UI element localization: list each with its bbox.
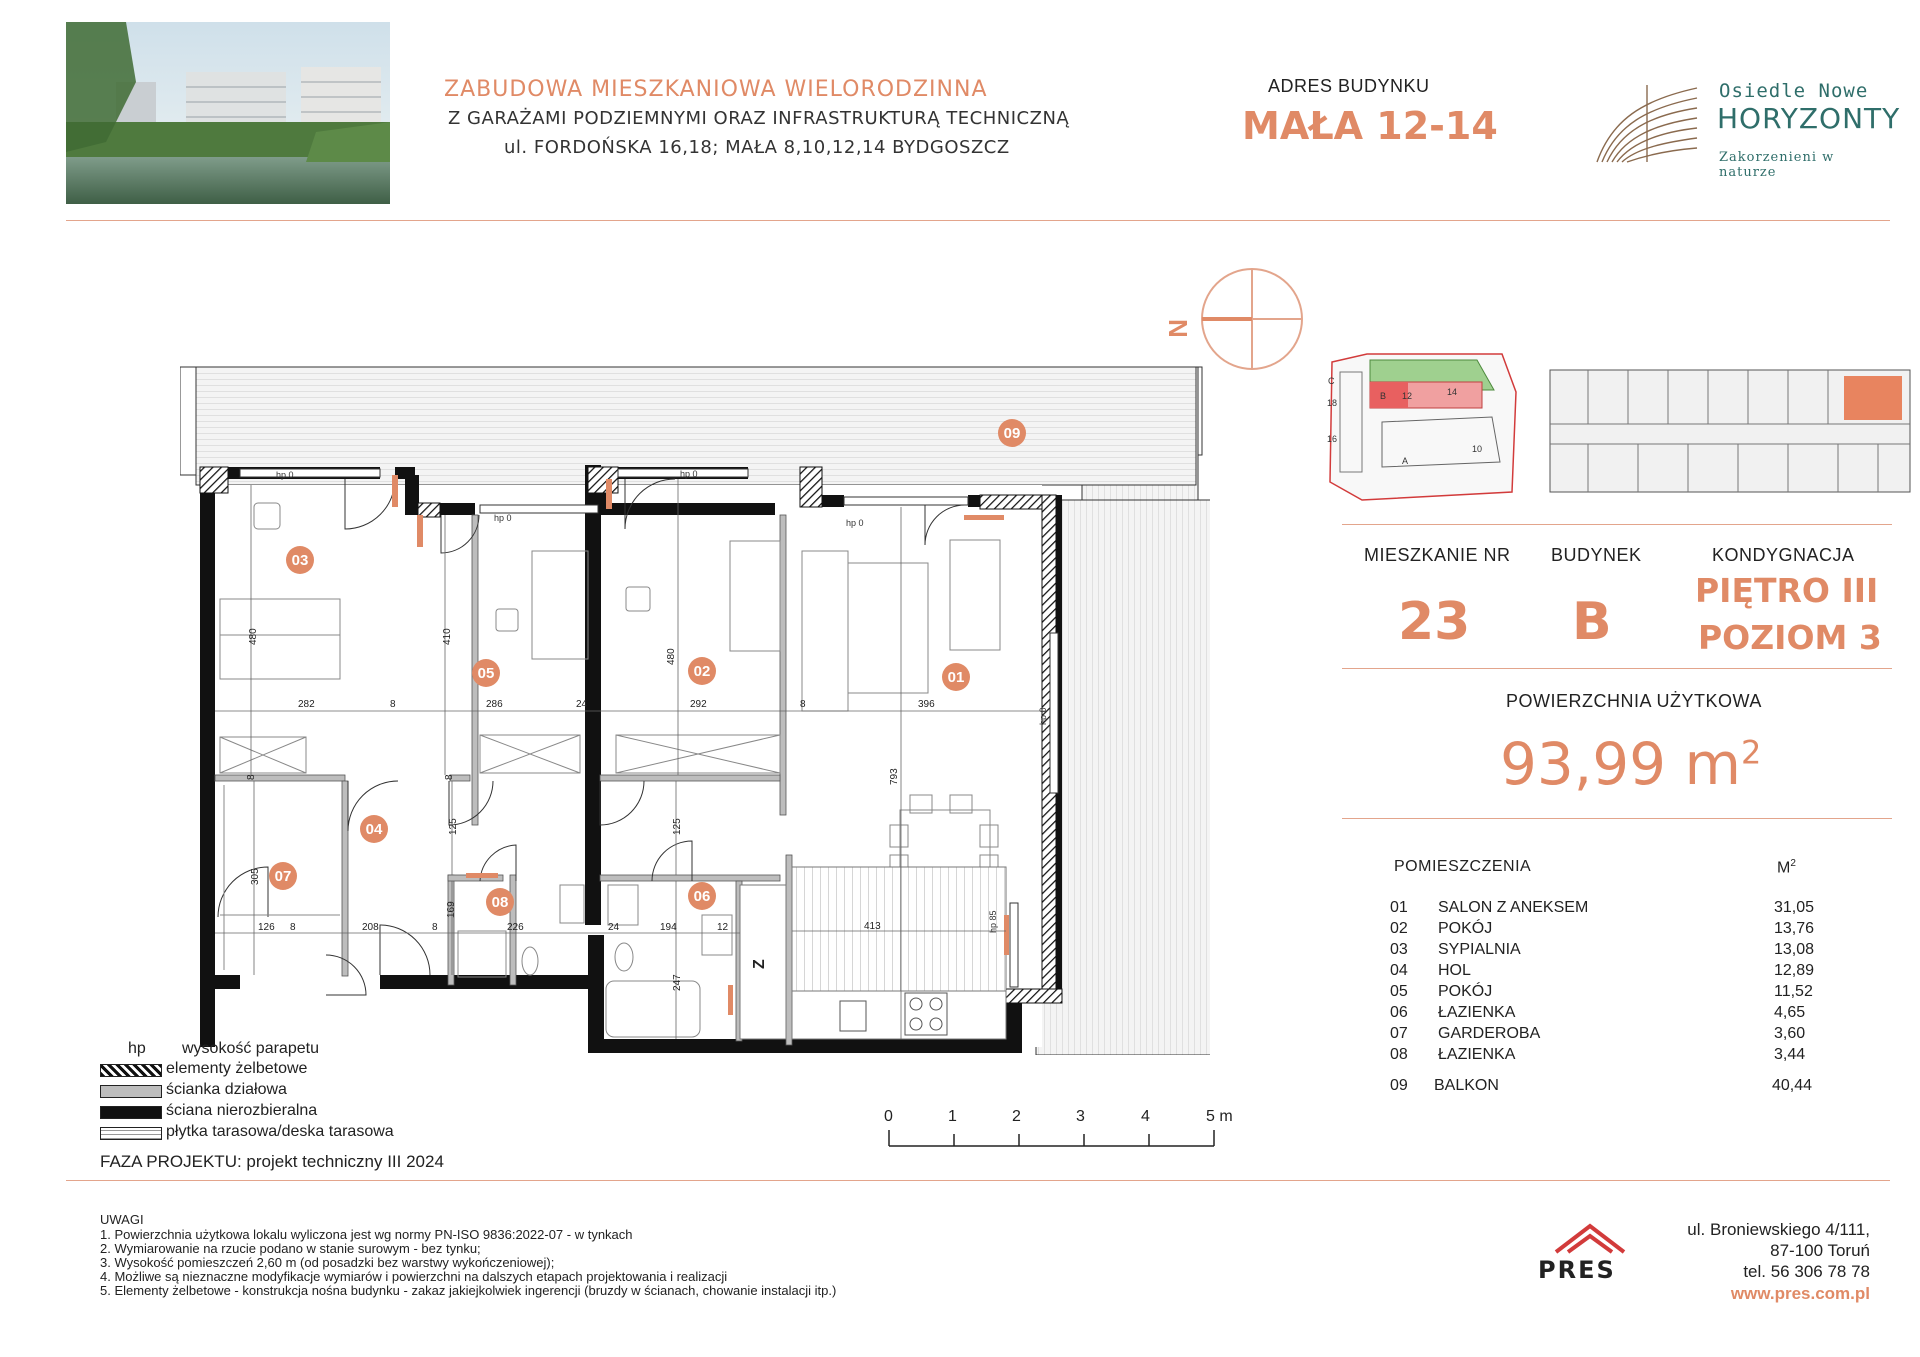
parapet-mark: hp 0: [276, 470, 294, 480]
parapet-mark: hp 0: [680, 469, 698, 479]
badge-06: 06: [693, 888, 711, 905]
room-area: 4,65: [1774, 1004, 1806, 1021]
site-label-c: C: [1328, 376, 1335, 386]
project-phase: FAZA PROJEKTU: projekt techniczny III 2024: [100, 1152, 444, 1171]
rooms-unit: M: [1777, 859, 1791, 877]
legend-swatch-deck: [100, 1127, 162, 1140]
dim-282: 282: [298, 699, 315, 710]
rooms-unit-sup: 2: [1790, 858, 1796, 869]
room-row: [1390, 1004, 1820, 1025]
room-row: [1390, 1046, 1820, 1067]
dim-126: 126: [258, 922, 275, 933]
floor-value: PIĘTRO III: [1695, 571, 1879, 610]
area-number: 93,99 m: [1500, 730, 1741, 798]
legend-hp-key: hp: [128, 1040, 146, 1057]
room-row: [1390, 1025, 1820, 1046]
badge-09: 09: [1003, 425, 1021, 442]
dim-8d: 8: [432, 922, 438, 933]
parapet-mark: hp 0: [846, 518, 864, 528]
dim-413: 413: [864, 921, 881, 932]
note-item: 2. Wymiarowanie na rzucie podano w stanie surowym - bez tynku;: [100, 1241, 481, 1256]
badge-07: 07: [274, 868, 292, 885]
dim-226: 226: [507, 922, 524, 933]
legend-swatch-hatch: [100, 1064, 162, 1077]
project-street: ul. FORDOŃSKA 16,18; MAŁA 8,10,12,14 BYDGOSZCZ: [504, 137, 1010, 158]
rooms-header: POMIESZCZENIA: [1394, 858, 1532, 875]
dim-410: 410: [442, 628, 453, 645]
legend-hp-desc: wysokość parapetu: [182, 1040, 319, 1057]
badge-02: 02: [693, 663, 711, 680]
summary-rule-top: [1342, 524, 1892, 525]
address-label: ADRES BUDYNKU: [1268, 76, 1430, 96]
legend-label: ścianka działowa: [166, 1081, 287, 1098]
apartment-number-label: MIESZKANIE NR: [1364, 545, 1511, 565]
dim-8b: 8: [800, 699, 806, 710]
room-row: [1390, 941, 1820, 962]
room-no: 01: [1390, 899, 1408, 916]
scale-tick-label: 2: [1012, 1108, 1021, 1125]
room-no: 08: [1390, 1046, 1408, 1063]
dim-8a: 8: [390, 699, 396, 710]
notes-title: UWAGI: [100, 1212, 144, 1227]
room-name: ŁAZIENKA: [1438, 1004, 1516, 1021]
badge-08: 08: [491, 894, 509, 911]
scale-tick-label: 4: [1141, 1108, 1150, 1125]
room-no: 03: [1390, 941, 1408, 958]
dim-480b: 480: [666, 648, 677, 665]
dim-125b: 125: [672, 818, 683, 835]
dim-286: 286: [486, 699, 503, 710]
badge-03: 03: [291, 552, 309, 569]
scale-tick-label: 5 m: [1206, 1108, 1233, 1125]
site-label-a: A: [1402, 456, 1409, 466]
company-logo: [1534, 1222, 1646, 1288]
room-row: [1390, 899, 1820, 920]
logo-mark-icon: [1592, 80, 1702, 165]
room-area: 31,05: [1774, 899, 1815, 916]
room-name: POKÓJ: [1438, 920, 1493, 937]
parapet-mark: hp 0: [1038, 707, 1048, 725]
room-name: POKÓJ: [1438, 983, 1493, 1000]
site-plan-map: [1322, 352, 1518, 504]
level-value: POZIOM 3: [1698, 618, 1882, 657]
scale-tick-label: 1: [948, 1108, 957, 1125]
room-row: [1390, 983, 1820, 1004]
company-website[interactable]: www.pres.com.pl: [1730, 1284, 1870, 1303]
apartment-number: 23: [1398, 592, 1471, 652]
room-row-balcony: [1390, 1077, 1820, 1098]
scale-tick-label: 3: [1076, 1108, 1085, 1125]
room-area: 13,08: [1774, 941, 1815, 958]
room-area: 13,76: [1774, 920, 1815, 937]
logo-tagline: Zakorzenieni w naturze: [1719, 150, 1835, 180]
dim-480a: 480: [248, 628, 259, 645]
dim-12: 12: [717, 922, 729, 933]
dim-247: 247: [672, 974, 683, 991]
room-row: [1390, 920, 1820, 941]
note-item: 5. Elementy żelbetowe - konstrukcja nośna budynku - zakaz jakiejkolwiek ingerencji (bruzdy w ścianach, chowanie instalacji itp.): [100, 1283, 837, 1298]
room-no: 05: [1390, 983, 1408, 1000]
compass-letter: N: [1163, 319, 1193, 338]
site-label-10: 10: [1472, 444, 1483, 454]
badge-04: 04: [365, 821, 383, 838]
address-value: MAŁA 12-14: [1242, 104, 1498, 148]
dim-194: 194: [660, 922, 677, 933]
building-value: B: [1572, 592, 1612, 652]
company-address2: 87-100 Toruń: [1770, 1241, 1870, 1260]
note-item: 3. Wysokość pomieszczeń 2,60 m (od posadzki bez warstwy wykończeniowej);: [100, 1255, 555, 1270]
dim-169: 169: [446, 901, 457, 918]
room-no: 02: [1390, 920, 1408, 937]
area-label: POWIERZCHNIA UŻYTKOWA: [1506, 691, 1762, 711]
note-item: 4. Możliwe są nieznaczne modyfikacje wymiarów i powierzchni na dalszych etapach projektowania i realizacji: [100, 1269, 728, 1284]
logo: [1592, 80, 1901, 180]
company-name: PRES: [1538, 1256, 1616, 1284]
room-name: BALKON: [1434, 1077, 1499, 1094]
logo-line1: Osiedle Nowe: [1719, 80, 1869, 102]
rooms-unit-header: [1777, 858, 1796, 877]
room-area: 3,60: [1774, 1025, 1806, 1042]
room-area: 40,44: [1772, 1077, 1813, 1094]
parapet-mark: hp 85: [988, 910, 998, 933]
site-label-12: 12: [1402, 391, 1413, 401]
area-value: [1500, 730, 1761, 798]
dim-292: 292: [690, 699, 707, 710]
room-name: GARDEROBA: [1438, 1025, 1541, 1042]
summary-rule-bottom: [1342, 818, 1892, 819]
scale-bar: [880, 1104, 1240, 1152]
room-no: 07: [1390, 1025, 1408, 1042]
dim-125a: 125: [448, 818, 459, 835]
room-area: 12,89: [1774, 962, 1815, 979]
dim-793: 793: [889, 768, 900, 785]
room-row: [1390, 962, 1820, 983]
dim-208: 208: [362, 922, 379, 933]
level-label: KONDYGNACJA: [1712, 545, 1855, 565]
house-roof-icon: [1534, 1222, 1646, 1256]
dim-8e: 8: [444, 774, 455, 780]
header-divider: [66, 220, 1890, 221]
floor-plan: [180, 355, 1210, 1055]
badge-01: 01: [947, 669, 965, 686]
room-area: 11,52: [1774, 983, 1813, 1000]
room-name: HOL: [1438, 962, 1471, 979]
legend-swatch-black: [100, 1106, 162, 1119]
site-label-16: 16: [1327, 434, 1338, 444]
dim-305: 305: [250, 868, 261, 885]
room-no: 04: [1390, 962, 1408, 979]
summary-rule-mid: [1342, 668, 1892, 669]
company-phone: tel. 56 306 78 78: [1743, 1262, 1870, 1281]
site-label-14: 14: [1447, 387, 1458, 397]
building-label: BUDYNEK: [1551, 545, 1642, 565]
logo-line2: HORYZONTY: [1717, 102, 1901, 135]
room-no: 06: [1390, 1004, 1408, 1021]
scale-tick-label: 0: [884, 1108, 893, 1125]
hero-image: [66, 22, 390, 204]
site-label-18: 18: [1327, 398, 1338, 408]
room-name: SALON Z ANEKSEM: [1438, 899, 1589, 916]
legend-label: ściana nierozbieralna: [166, 1102, 318, 1119]
room-no: 09: [1390, 1077, 1408, 1094]
legend-label: płytka tarasowa/deska tarasowa: [166, 1123, 394, 1140]
project-subtitle: Z GARAŻAMI PODZIEMNYMI ORAZ INFRASTRUKTURĄ TECHNICZNĄ: [448, 108, 1070, 129]
badge-05: 05: [477, 665, 495, 682]
area-unit-sup: 2: [1740, 733, 1762, 772]
dim-8f: 8: [246, 774, 257, 780]
legend-label: elementy żelbetowe: [166, 1060, 308, 1077]
company-address1: ul. Broniewskiego 4/111,: [1687, 1220, 1870, 1239]
parapet-mark: hp 0: [494, 513, 512, 523]
fridge-mark: Z: [751, 959, 768, 969]
room-name: SYPIALNIA: [1438, 941, 1521, 958]
floor-key-plan: [1548, 364, 1912, 498]
note-item: 1. Powierzchnia użytkowa lokalu wyliczona jest wg normy PN-ISO 9836:2022-07 - w tynkach: [100, 1227, 633, 1242]
site-label-b: B: [1380, 391, 1387, 401]
dim-396: 396: [918, 699, 935, 710]
footer-divider: [66, 1180, 1890, 1181]
dim-24b: 24: [608, 922, 620, 933]
legend-swatch-grey: [100, 1085, 162, 1098]
project-title: ZABUDOWA MIESZKANIOWA WIELORODZINNA: [444, 77, 988, 102]
room-name: ŁAZIENKA: [1438, 1046, 1516, 1063]
room-area: 3,44: [1774, 1046, 1806, 1063]
dim-24: 24: [576, 699, 588, 710]
dim-8c: 8: [290, 922, 296, 933]
